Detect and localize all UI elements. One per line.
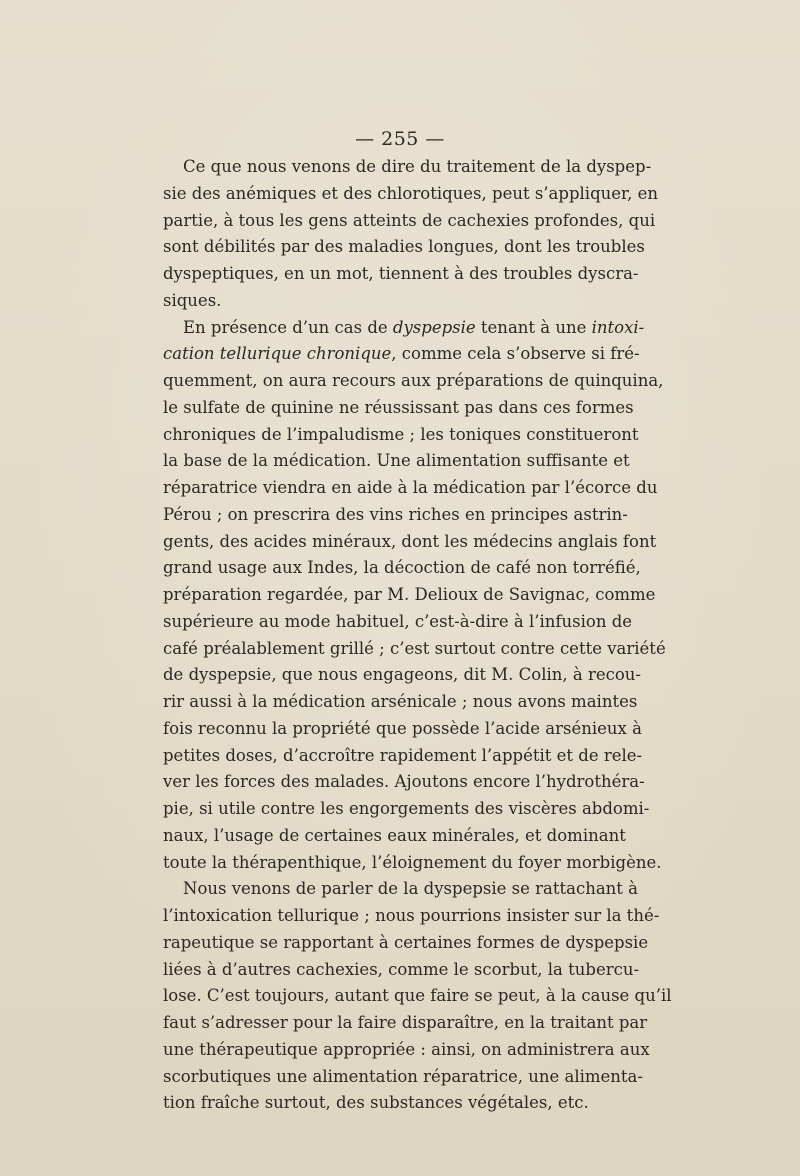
text-line: Nous venons de parler de la dyspepsie se rattachant à [183,879,638,899]
text-line: En présence d’un cas de dyspepsie tenant à une intoxi- [183,317,645,337]
page-number: — 255 — [355,128,445,150]
text-line: grand usage aux Indes, la décoction de café non torréfié, [163,558,641,578]
text-line: naux, l’usage de certaines eaux minérales, et dominant [163,825,626,845]
text-line: siques. [163,290,222,310]
text-line: café préalablement grillé ; c’est surtout contre cette variété [163,638,666,658]
text-line: partie, à tous les gens atteints de cachexies profondes, qui [163,210,656,230]
text-line: toute la thérapenthique, l’éloignement du foyer morbigène. [163,852,662,872]
text-line: ver les forces des malades. Ajoutons encore l’hydrothéra- [163,772,645,792]
text-line: sont débilités par des maladies longues, dont les troubles [163,237,645,257]
text-line: Pérou ; on prescrira des vins riches en principes astrin- [163,504,628,524]
text-line: liées à d’autres cachexies, comme le scorbut, la tubercu- [163,959,640,979]
text-line: une thérapeutique appropriée : ainsi, on administrera aux [163,1039,650,1059]
text-line: supérieure au mode habituel, c’est-à-dire à l’infusion de [163,611,633,631]
text-line: cation tellurique chronique, comme cela s’observe si fré- [163,344,640,364]
text-line: tion fraîche surtout, des substances végétales, etc. [163,1093,589,1113]
text-line: préparation regardée, par M. Delioux de Savignac, comme [163,585,656,604]
text-line: la base de la médication. Une alimentation suffisante et [163,451,630,471]
text-line: chroniques de l’impaludisme ; les toniques constitueront [163,424,639,444]
text-line: fois reconnu la propriété que possède l’acide arsénieux à [163,718,642,738]
text-line: gents, des acides minéraux, dont les médecins anglais font [163,531,657,551]
text-line: faut s’adresser pour la faire disparaître, en la traitant par [163,1013,648,1032]
text-line: de dyspepsie, que nous engageons, dit M. Colin, à recou- [163,665,641,685]
text-line: l’intoxication tellurique ; nous pourrions insister sur la thé- [163,906,660,925]
text-line: lose. C’est toujours, autant que faire se peut, à la cause qu’il [163,986,672,1006]
text-line: sie des anémiques et des chlorotiques, peut s’appliquer, en [163,183,658,203]
body-text [163,154,672,1117]
text-line: réparatrice viendra en aide à la médication par l’écorce du [163,478,658,497]
text-line: rapeutique se rapportant à certaines formes de dyspepsie [163,932,649,952]
text-line: le sulfate de quinine ne réussissant pas dans ces formes [163,397,634,417]
text-line: petites doses, d’accroître rapidement l’appétit et de rele- [163,745,643,765]
text-line: quemment, on aura recours aux préparations de quinquina, [163,371,664,390]
text-line: dyspeptiques, en un mot, tiennent à des troubles dyscra- [163,264,639,283]
text-line: scorbutiques une alimentation réparatrice, une alimenta- [163,1066,643,1086]
text-line: pie, si utile contre les engorgements des viscères abdomi- [163,799,650,818]
text-line: rir aussi à la médication arsénicale ; nous avons maintes [163,692,638,711]
text-line: Ce que nous venons de dire du traitement de la dyspep- [183,157,652,176]
